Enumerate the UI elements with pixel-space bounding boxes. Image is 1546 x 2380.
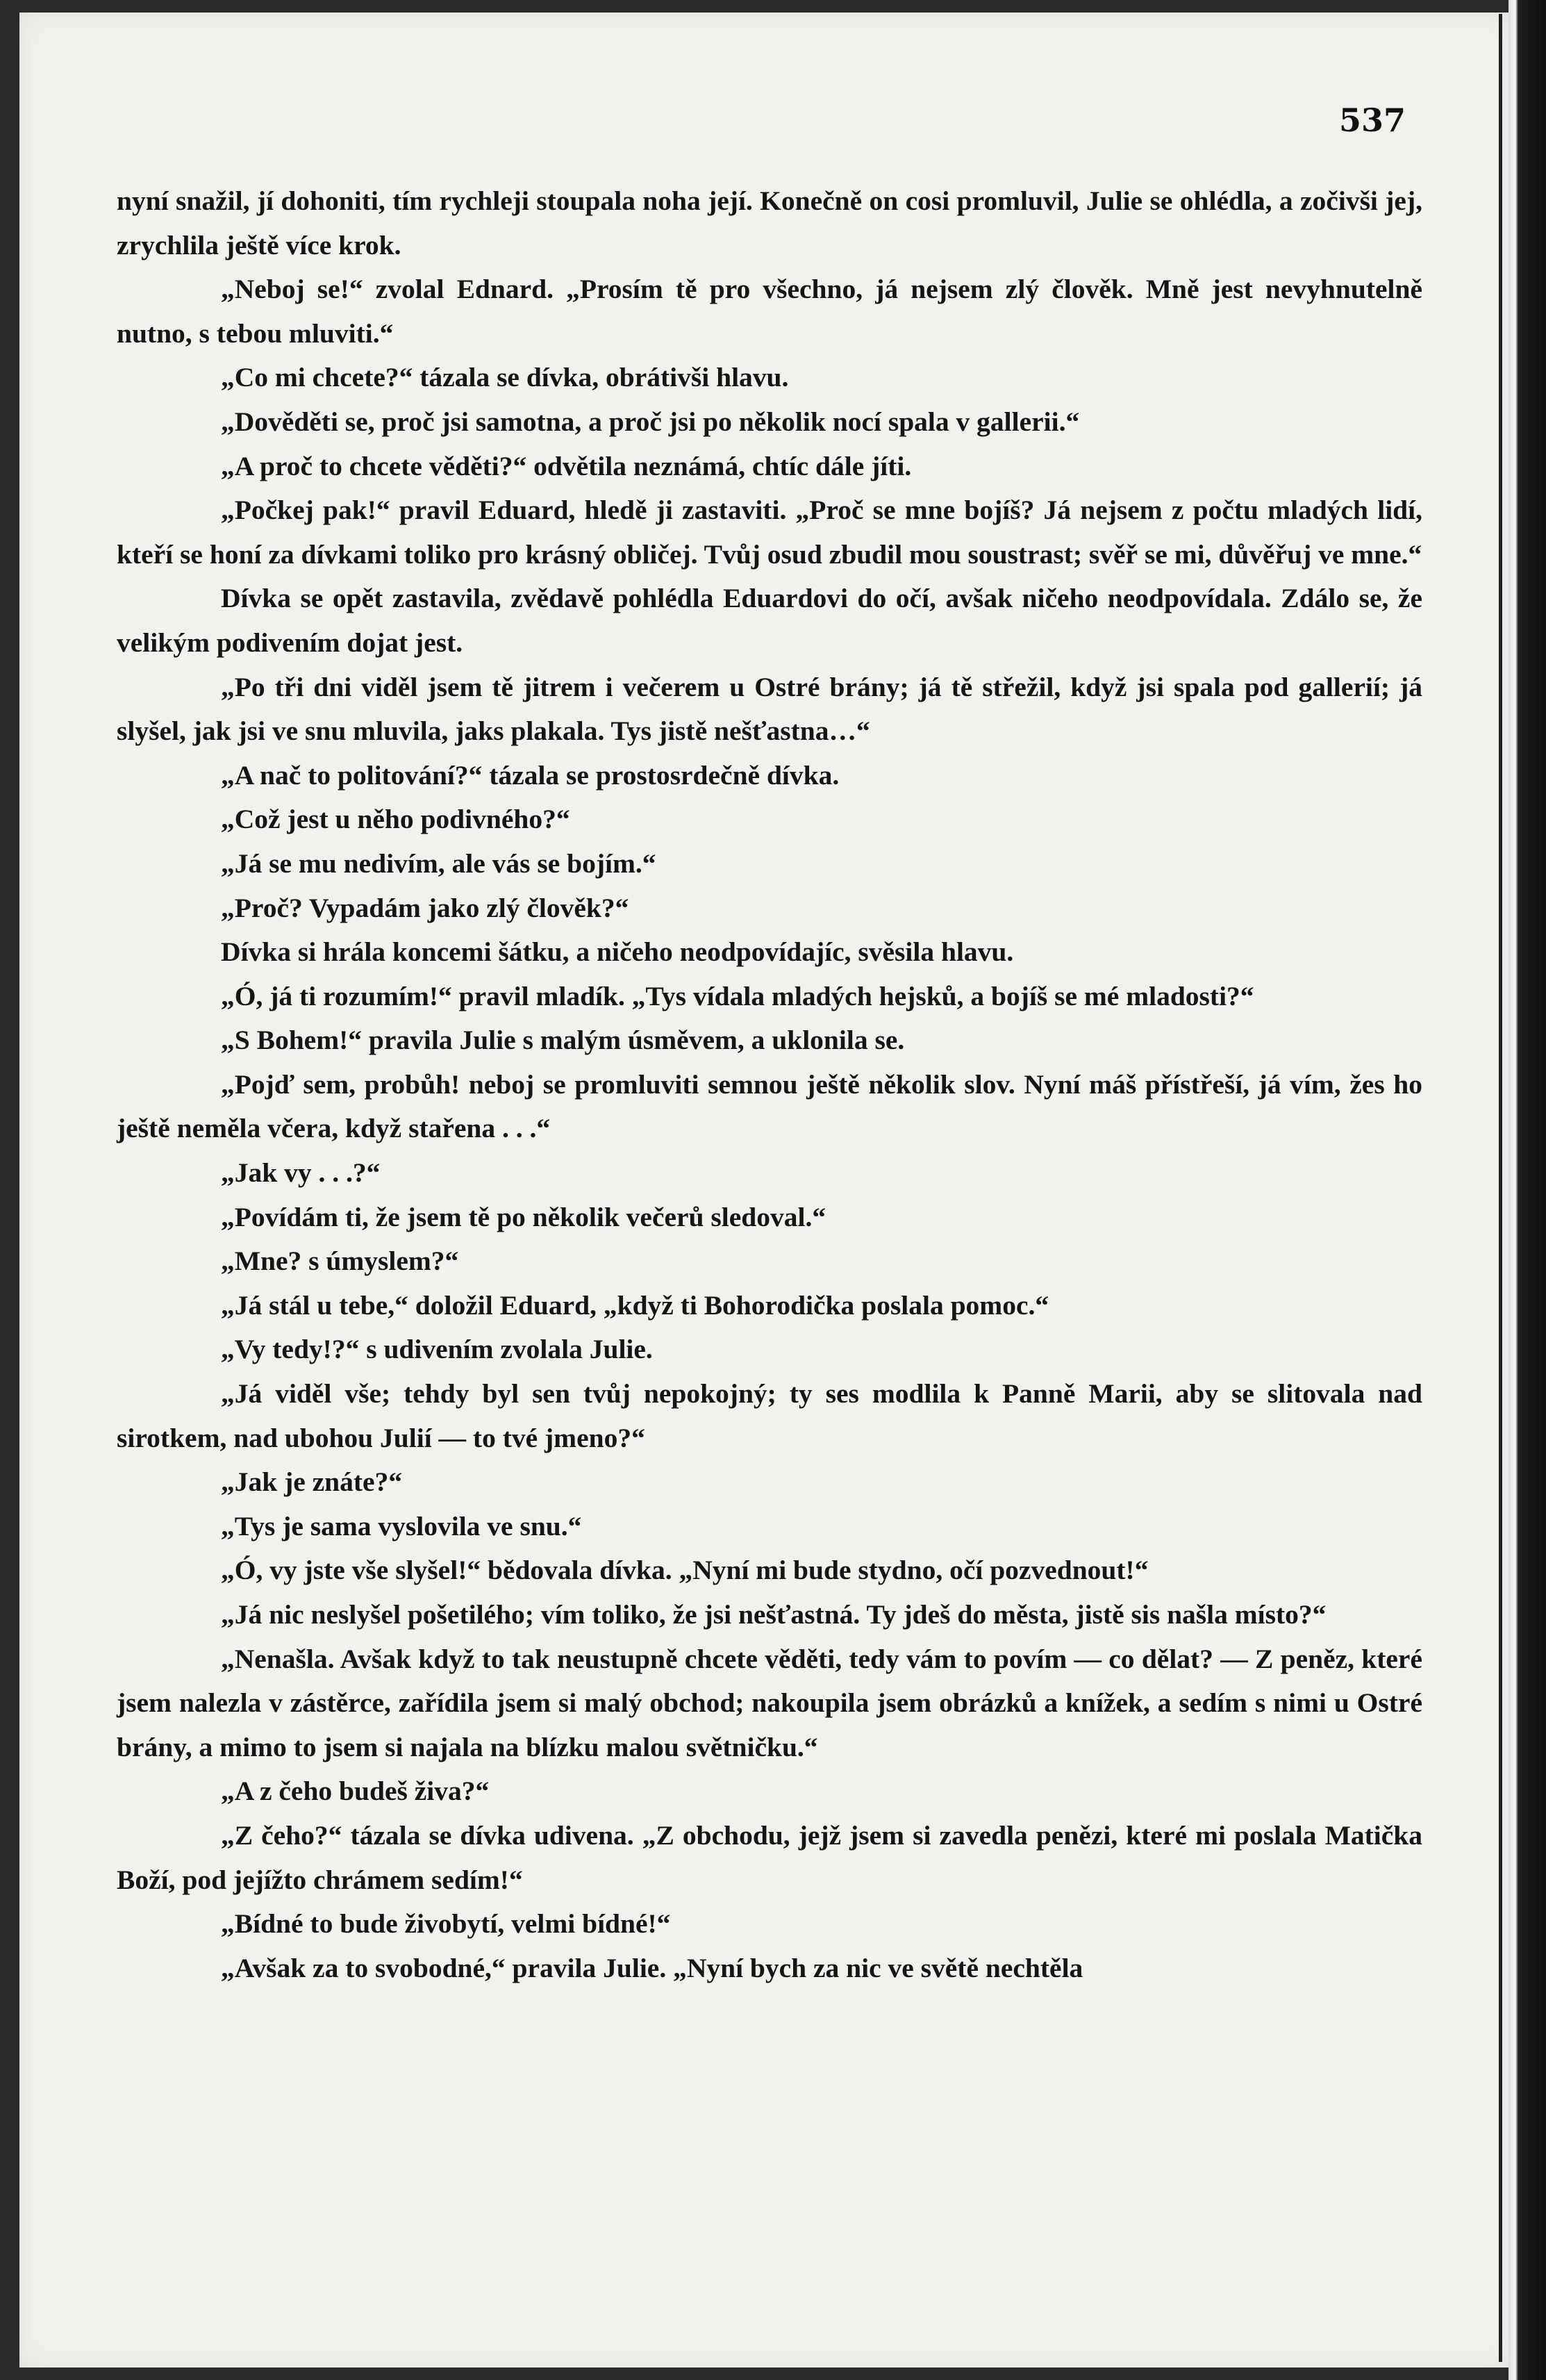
paragraph: „Po tři dni viděl jsem tě jitrem i večerem u Ostré brány; já tě střežil, když jsi spala pod gallerií; já slyšel, jak jsi ve snu mluvila, jaks plakala. Tys jistě nešťastna…“ bbox=[117, 671, 1422, 747]
paragraph: Dívka si hrála koncemi šátku, a ničeho neodpovídajíc, svěsila hlavu. bbox=[221, 936, 1014, 968]
paragraph: „Z čeho?“ tázala se dívka udivena. „Z obchodu, jejž jsem si zavedla penězi, které mi poslala Matička Boží, pod jejížto chrámem sedím!“ bbox=[117, 1819, 1422, 1895]
paragraph: „Proč? Vypadám jako zlý člověk?“ bbox=[221, 892, 629, 923]
paragraph: „Počkej pak!“ pravil Eduard, hledě ji zastaviti. „Proč se mne bojíš? Já nejsem z počtu mladých lidí, kteří se honí za dívkami toliko pro krásný obličej. Tvůj osud zbudil mou soustrast; svěř se mi, důvěřuj ve mne.“ bbox=[117, 495, 1422, 570]
paragraph: „Avšak za to svobodné,“ pravila Julie. „Nyní bych za nic ve světě nechtěla bbox=[221, 1952, 1083, 1983]
paragraph: „Neboj se!“ zvolal Ednard. „Prosím tě pro všechno, já nejsem zlý člověk. Mně jest nevyhnutelně nutno, s tebou mluviti.“ bbox=[117, 274, 1422, 349]
paragraph: „Já se mu nedivím, ale vás se bojím.“ bbox=[221, 848, 656, 879]
paragraph: „A z čeho budeš živa?“ bbox=[221, 1776, 490, 1807]
paragraph: „Jak je znáte?“ bbox=[221, 1466, 403, 1498]
paragraph: „Ó, já ti rozumím!“ pravil mladík. „Tys vídala mladých hejsků, a bojíš se mé mladosti?“ bbox=[221, 980, 1254, 1011]
paragraph: „S Bohem!“ pravila Julie s malým úsměvem, a uklonila se. bbox=[221, 1025, 905, 1056]
paragraph: „Já stál u tebe,“ doložil Eduard, „když ti Bohorodička poslala pomoc.“ bbox=[221, 1289, 1049, 1321]
page-text bbox=[117, 179, 1422, 1990]
paragraph: nyní snažil, jí dohoniti, tím rychleji stoupala noha její. Konečně on cosi promluvil, Julie se ohlédla, a zočivši jej, zrychlila ještě více krok. bbox=[117, 185, 1422, 261]
paragraph: „Nenašla. Avšak když to tak neustupně chcete věděti, tedy vám to povím — co dělat? — Z peněz, které jsem nalezla v zástěrce, zařídila jsem si malý obchod; nakoupila jsem obrázků a knížek, a sedím s nimi u Ostré brány, a mimo to jsem si najala na blízku malou světničku.“ bbox=[117, 1643, 1422, 1762]
paragraph: „Mne? s úmyslem?“ bbox=[221, 1246, 459, 1277]
book-page bbox=[19, 13, 1513, 2367]
paragraph: „Ó, vy jste vše slyšel!“ bědovala dívka. „Nyní mi bude stydno, očí pozvednout!“ bbox=[221, 1555, 1149, 1586]
page-number: 537 bbox=[1339, 101, 1406, 139]
paragraph: „A nač to politování?“ tázala se prostosrdečně dívka. bbox=[221, 759, 840, 791]
scan-border bbox=[1508, 0, 1546, 2380]
paragraph: „Tys je sama vyslovila ve snu.“ bbox=[221, 1510, 582, 1542]
paragraph: „Dověděti se, proč jsi samotna, a proč jsi po několik nocí spala v gallerii.“ bbox=[221, 406, 1080, 437]
paragraph: „Co mi chcete?“ tázala se dívka, obrátivši hlavu. bbox=[221, 362, 789, 393]
paragraph: „Což jest u něho podivného?“ bbox=[221, 804, 570, 835]
paragraph: „A proč to chcete věděti?“ odvětila neznámá, chtíc dále jíti. bbox=[221, 450, 912, 481]
paragraph: „Vy tedy!?“ s udivením zvolala Julie. bbox=[221, 1334, 653, 1365]
paragraph: Dívka se opět zastavila, zvědavě pohlédla Eduardovi do očí, avšak ničeho neodpovídala. Zdálo se, že velikým podivením dojat jest. bbox=[117, 583, 1422, 658]
paragraph: „Já viděl vše; tehdy byl sen tvůj nepokojný; ty ses modlila k Panně Marii, aby se slitovala nad sirotkem, nad ubohou Julií — to tvé jmeno?“ bbox=[117, 1378, 1422, 1453]
paragraph: „Pojď sem, probůh! neboj se promluviti semnou ještě několik slov. Nyní máš přístřeší, já vím, žes ho ještě neměla včera, když stařena . . .“ bbox=[117, 1068, 1422, 1144]
page-edge-line bbox=[1499, 14, 1502, 2362]
paragraph: „Bídné to bude živobytí, velmi bídné!“ bbox=[221, 1908, 671, 1940]
paragraph: „Povídám ti, že jsem tě po několik večerů sledoval.“ bbox=[221, 1201, 826, 1232]
paragraph: „Jak vy . . .?“ bbox=[221, 1157, 381, 1189]
paragraph: „Já nic neslyšel pošetilého; vím toliko, že jsi nešťastná. Ty jdeš do města, jistě sis našla místo?“ bbox=[221, 1599, 1327, 1630]
